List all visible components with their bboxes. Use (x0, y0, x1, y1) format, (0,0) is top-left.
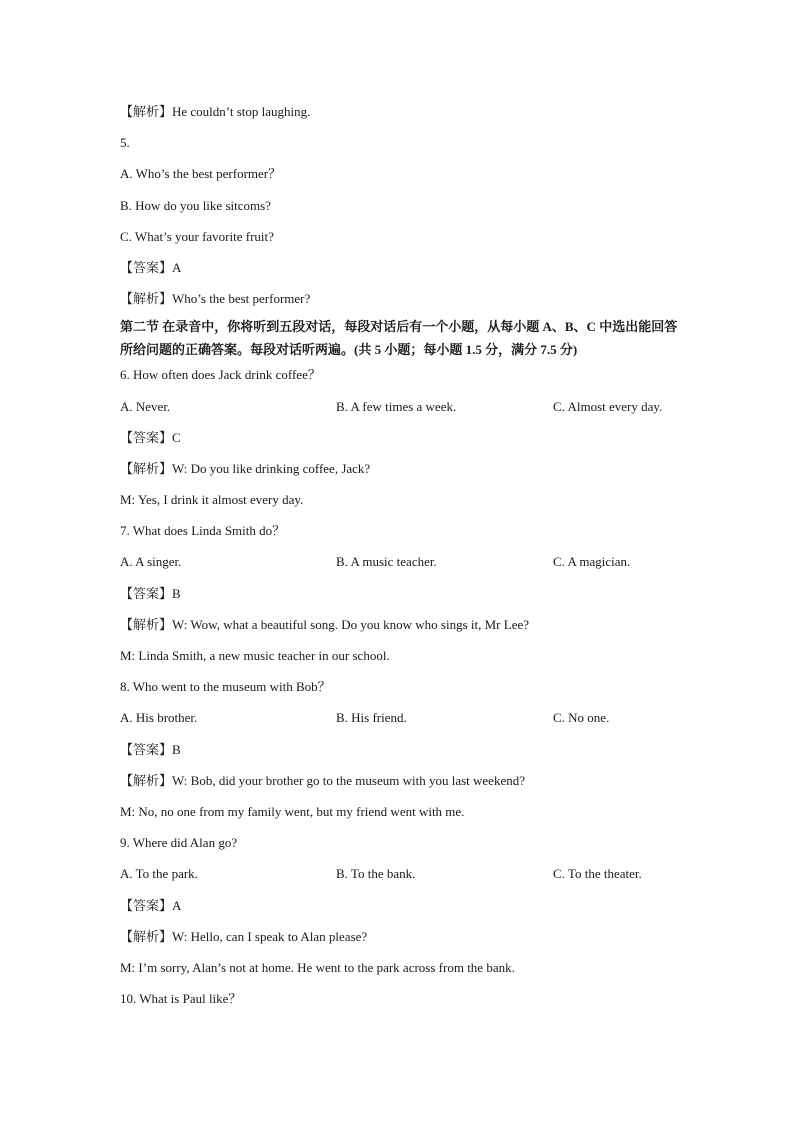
option-c: C. Almost every day. (553, 398, 663, 414)
analysis-text: 【解析】Who’s the best performer? (120, 291, 311, 307)
option-c: C. No one. (553, 710, 610, 726)
analysis-text: 【解析】W: Hello, can I speak to Alan please? (120, 928, 368, 944)
answer-text: 【答案】B (120, 741, 181, 757)
option-a: A. Never. (120, 398, 171, 414)
option-b: B. To the bank. (336, 866, 416, 882)
section-instructions: 第二节 在录音中，你将听到五段对话，每段对话后有一个小题，从每小题 A、B、C 中选出能回答所给问题的正确答案。每段对话听两遍。(共 5 小题；每小题 1.5 分，满分 7.5 分) (120, 319, 678, 358)
option-b: B. A few times a week. (336, 398, 457, 414)
document-body (120, 103, 690, 1021)
option-c: C. What’s your favorite fruit? (120, 228, 274, 244)
option-a: A. Who’s the best performer？ (120, 166, 282, 182)
analysis-text: M: I’m sorry, Alan’s not at home. He went to the park across from the bank. (120, 959, 515, 975)
option-c: C. A magician. (553, 554, 631, 570)
options-row (120, 709, 690, 740)
option-b: B. A music teacher. (336, 554, 437, 570)
question-text: 8. Who went to the museum with Bob？ (120, 679, 331, 695)
analysis-text: 【解析】W: Do you like drinking coffee, Jack? (120, 460, 371, 476)
option-b: B. How do you like sitcoms? (120, 197, 271, 213)
answer-text: 【答案】B (120, 585, 181, 601)
option-a: A. A singer. (120, 554, 182, 570)
analysis-text: 【解析】W: Bob, did your brother go to the museum with you last weekend? (120, 772, 525, 788)
analysis-text: M: No, no one from my family went, but my friend went with me. (120, 803, 465, 819)
question-text: 10. What is Paul like？ (120, 991, 242, 1007)
analysis-text: M: Linda Smith, a new music teacher in our school. (120, 648, 390, 663)
analysis-text: 【解析】W: Wow, what a beautiful song. Do you know who sings it, Mr Lee? (120, 616, 529, 632)
question-number: 5. (120, 135, 130, 151)
option-a: A. To the park. (120, 866, 198, 882)
answer-text: 【答案】A (120, 897, 182, 913)
options-row (120, 553, 690, 584)
analysis-text: 【解析】He couldn’t stop laughing. (120, 104, 311, 119)
option-c: C. To the theater. (553, 866, 642, 882)
question-text: 9. Where did Alan go? (120, 835, 238, 851)
question-text: 6. How often does Jack drink coffee？ (120, 367, 321, 383)
analysis-text: M: Yes, I drink it almost every day. (120, 492, 304, 508)
options-row (120, 865, 690, 896)
answer-text: 【答案】A (120, 259, 182, 275)
option-a: A. His brother. (120, 710, 198, 726)
option-b: B. His friend. (336, 710, 407, 726)
options-row (120, 398, 690, 429)
question-text: 7. What does Linda Smith do？ (120, 523, 286, 539)
answer-text: 【答案】C (120, 429, 181, 445)
